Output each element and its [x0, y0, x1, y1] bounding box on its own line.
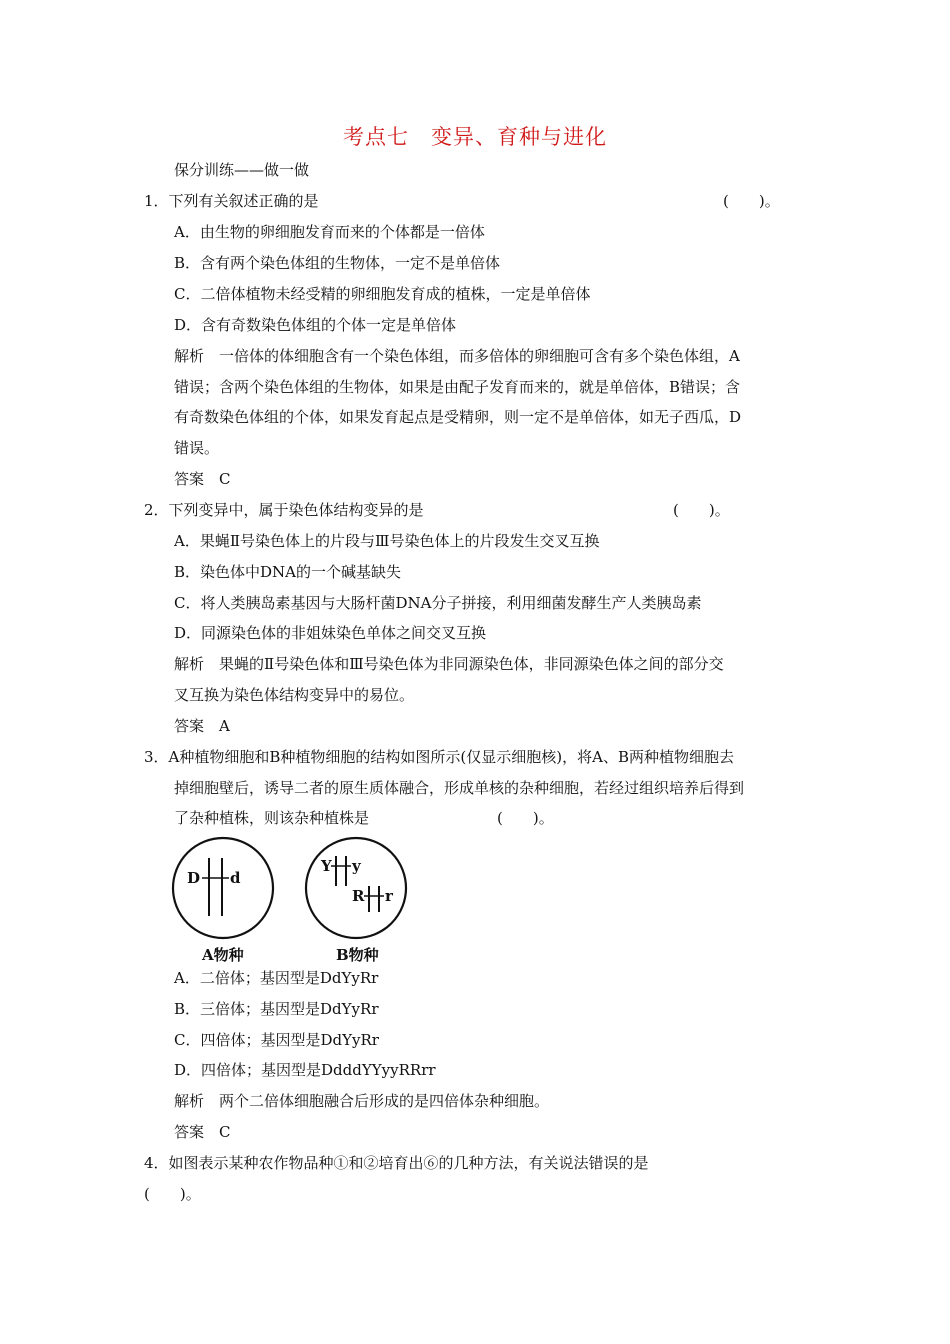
- q2-answer: 答案 A: [174, 717, 230, 735]
- q2-analysis-line: 解析 果蝇的Ⅱ号染色体和Ⅲ号染色体为非同源染色体，非同源染色体之间的部分交: [174, 655, 724, 673]
- q2-option-d: D．同源染色体的非姐妹染色单体之间交叉互换: [174, 624, 487, 642]
- q1-paren: ( )。: [723, 192, 780, 210]
- b-gene-r-lower: r: [385, 887, 393, 905]
- q1-analysis-line: 错误。: [174, 439, 220, 457]
- q2-analysis-line: 叉互换为染色体结构变异中的易位。: [174, 686, 415, 704]
- b-species-label: B物种: [336, 946, 379, 964]
- q2-option-a: A．果蝇Ⅱ号染色体上的片段与Ⅲ号染色体上的片段发生交叉互换: [174, 532, 600, 550]
- q1-analysis-line: 错误；含两个染色体组的生物体，如果是由配子发育而来的，就是单倍体，B错误；含: [174, 378, 741, 396]
- q1-option-c: C．二倍体植物未经受精的卵细胞发育成的植株，一定是单倍体: [174, 285, 591, 303]
- q1-analysis-line: 解析 一倍体的体细胞含有一个染色体组，而多倍体的卵细胞可含有多个染色体组，A: [174, 347, 740, 365]
- q3-answer: 答案 C: [174, 1123, 231, 1141]
- q1-option-a: A．由生物的卵细胞发育而来的个体都是一倍体: [174, 223, 485, 241]
- q1-analysis-line: 有奇数染色体组的个体，如果发育起点是受精卵，则一定不是单倍体，如无子西瓜，D: [174, 408, 742, 426]
- q1-option-b: B．含有两个染色体组的生物体，一定不是单倍体: [174, 254, 501, 272]
- q2-option-c: C．将人类胰岛素基因与大肠杆菌DNA分子拼接，利用细菌发酵生产人类胰岛素: [174, 594, 702, 612]
- a-gene-d-lower: d: [230, 869, 241, 887]
- q2-paren: ( )。: [673, 501, 730, 519]
- section-subtitle: 保分训练——做一做: [174, 161, 310, 179]
- q3-stem-line: 掉细胞壁后，诱导二者的原生质体融合，形成单核的杂种细胞，若经过组织培养后得到: [174, 779, 745, 797]
- b-gene-y-lower: y: [352, 857, 361, 875]
- q3-option-a: A．二倍体；基因型是DdYyRr: [174, 969, 379, 987]
- q3-stem-line: 了杂种植株，则该杂种植株是: [174, 809, 370, 827]
- b-gene-r-upper: R: [352, 887, 365, 905]
- a-species-label: A物种: [202, 946, 244, 964]
- page-title: 考点七 变异、育种与进化: [343, 125, 607, 149]
- q4-paren: ( )。: [144, 1185, 201, 1203]
- q1-stem: 1．下列有关叙述正确的是: [144, 192, 319, 210]
- q3-option-c: C．四倍体；基因型是DdYyRr: [174, 1031, 379, 1049]
- q3-paren: ( )。: [497, 809, 554, 827]
- q3-option-b: B．三倍体；基因型是DdYyRr: [174, 1000, 379, 1018]
- q3-analysis: 解析 两个二倍体细胞融合后形成的是四倍体杂种细胞。: [174, 1092, 550, 1110]
- q3-stem-line: 3．A种植物细胞和B种植物细胞的结构如图所示(仅显示细胞核)，将A、B两种植物细胞去: [144, 748, 734, 766]
- q1-answer: 答案 C: [174, 470, 231, 488]
- b-gene-y-upper: Y: [321, 857, 332, 875]
- q3-cell-figure: [166, 836, 416, 966]
- q4-stem: 4．如图表示某种农作物品种①和②培育出⑥的几种方法，有关说法错误的是: [144, 1154, 649, 1172]
- q2-option-b: B．染色体中DNA的一个碱基缺失: [174, 563, 402, 581]
- q2-stem: 2．下列变异中，属于染色体结构变异的是: [144, 501, 424, 519]
- q1-option-d: D．含有奇数染色体组的个体一定是单倍体: [174, 316, 457, 334]
- a-gene-d-upper: D: [187, 869, 201, 887]
- q3-option-d: D．四倍体；基因型是DdddYYyyRRrr: [174, 1061, 436, 1079]
